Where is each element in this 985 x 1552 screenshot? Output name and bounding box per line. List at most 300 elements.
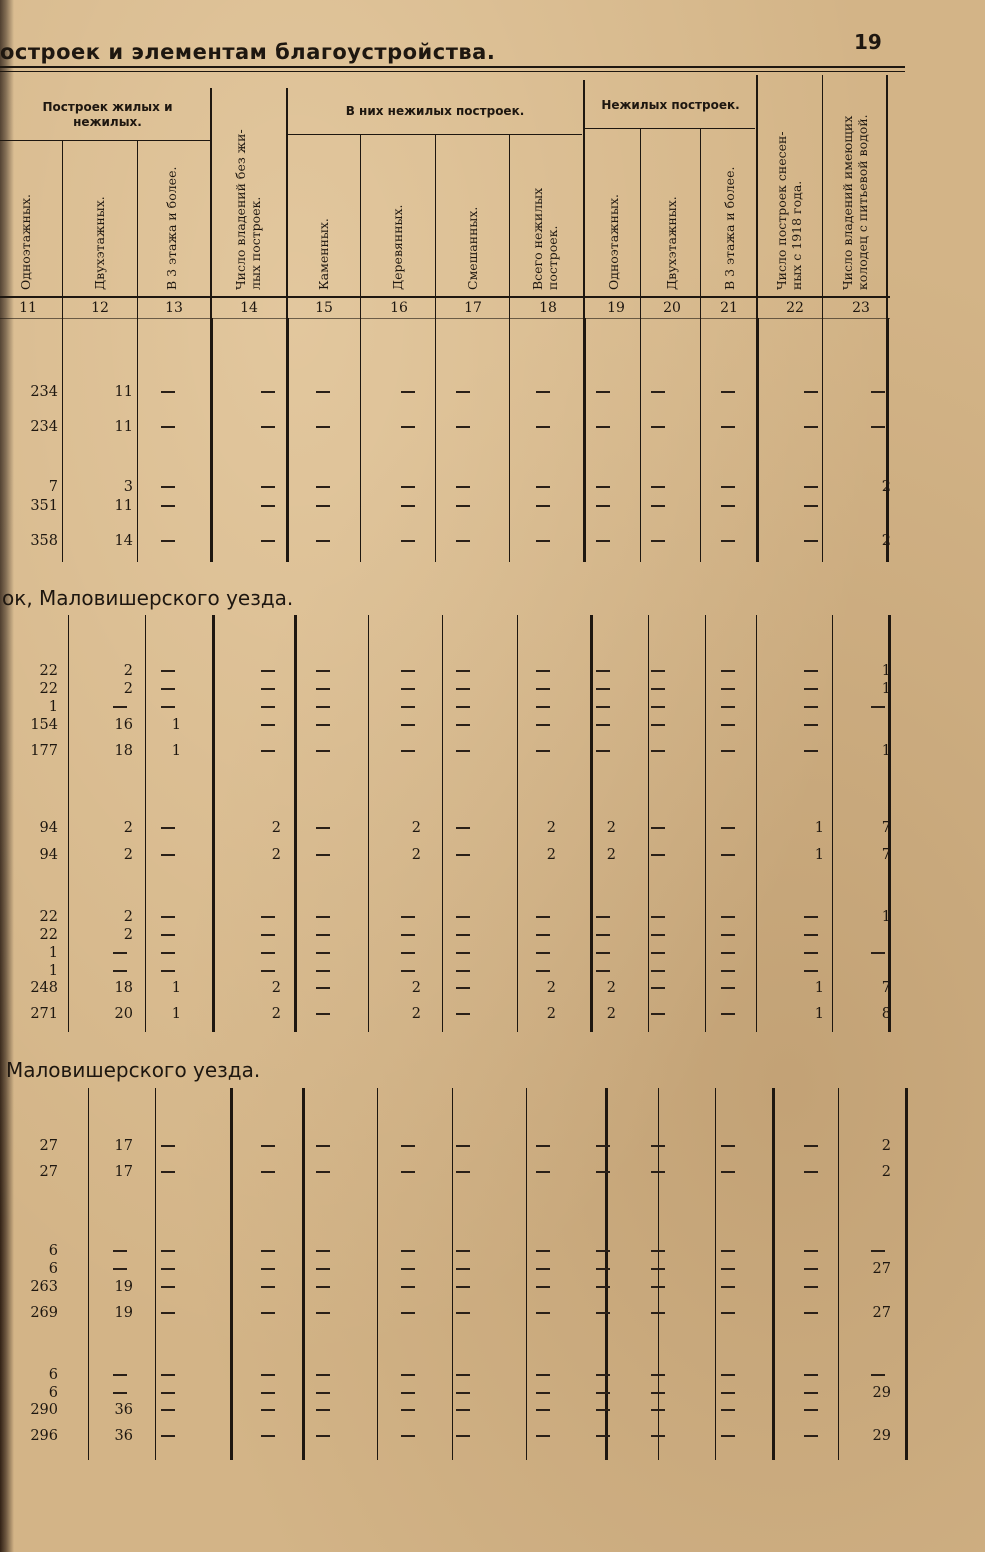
table-cell [450, 681, 476, 697]
table-cell [530, 963, 556, 979]
table-vrule [230, 1088, 233, 1460]
dash-mark [536, 688, 550, 690]
table-cell: 7 [881, 847, 891, 863]
table-cell [395, 1305, 421, 1321]
dash-mark [316, 934, 330, 936]
dash-mark [316, 426, 330, 428]
header-vrule [286, 88, 288, 318]
section-title-3: Маловишерского уезда. [6, 1058, 261, 1082]
table-cell [645, 681, 671, 697]
table-cell [645, 498, 671, 514]
dash-mark [261, 970, 275, 972]
table-cell [798, 1138, 824, 1154]
table-cell [798, 681, 824, 697]
table-cell [395, 743, 421, 759]
table-cell [310, 927, 336, 943]
table-cell [715, 663, 741, 679]
table-cell [645, 384, 671, 400]
dash-mark [261, 688, 275, 690]
dash-mark [596, 1145, 610, 1147]
dash-mark [161, 1409, 175, 1411]
table-cell [450, 533, 476, 549]
table-cell [530, 699, 556, 715]
dash-mark [456, 540, 470, 542]
table-cell [715, 820, 741, 836]
table-cell [715, 847, 741, 863]
table-cell [395, 963, 421, 979]
table-cell [395, 717, 421, 733]
table-cell: 1 [171, 1006, 181, 1022]
dash-mark [261, 934, 275, 936]
table-cell [590, 1367, 616, 1383]
table-cell [645, 1428, 671, 1444]
table-cell: 22 [39, 681, 58, 697]
col-header-15: Каменных. [316, 218, 331, 290]
table-cell [645, 663, 671, 679]
table-cell [530, 1279, 556, 1295]
table-cell [450, 1243, 476, 1259]
col-header-20: Двухэтажных. [664, 196, 679, 290]
table-cell [450, 1367, 476, 1383]
header-vrule [886, 75, 888, 318]
dash-mark [161, 540, 175, 542]
top-rule [0, 66, 905, 68]
dash-mark [596, 670, 610, 672]
table-cell [255, 717, 281, 733]
table-vrule [756, 318, 759, 562]
dash-mark [721, 1374, 735, 1376]
dash-mark [596, 1250, 610, 1252]
dash-mark [261, 486, 275, 488]
table-cell [590, 699, 616, 715]
table-cell [155, 479, 181, 495]
col-number: 17 [464, 300, 482, 316]
table-cell [155, 1279, 181, 1295]
dash-mark [651, 827, 665, 829]
table-cell: 22 [39, 927, 58, 943]
table-vrule [700, 318, 701, 562]
dash-mark [456, 1374, 470, 1376]
dash-mark [536, 1312, 550, 1314]
dash-mark [596, 486, 610, 488]
dash-mark [456, 970, 470, 972]
dash-mark [316, 706, 330, 708]
table-cell [715, 479, 741, 495]
col-header-13: В 3 этажа и более. [164, 166, 179, 290]
table-cell [450, 847, 476, 863]
dash-mark [401, 916, 415, 918]
table-cell [255, 663, 281, 679]
dash-mark [456, 391, 470, 393]
table-cell: 234 [30, 419, 58, 435]
table-cell [310, 743, 336, 759]
dash-mark [651, 426, 665, 428]
table-cell [865, 699, 891, 715]
table-vrule [137, 318, 138, 562]
table-cell [715, 963, 741, 979]
dash-mark [161, 1145, 175, 1147]
table-cell [590, 1261, 616, 1277]
dash-mark [804, 970, 818, 972]
table-cell [395, 1261, 421, 1277]
table-cell [310, 1279, 336, 1295]
table-cell: 1 [814, 847, 824, 863]
dash-mark [401, 688, 415, 690]
col-header-17: Смешанных. [465, 206, 480, 290]
col-header-14: Число владений без жи- лых построек. [233, 129, 263, 290]
dash-mark [401, 1286, 415, 1288]
table-cell [395, 1402, 421, 1418]
table-cell [395, 909, 421, 925]
table-cell: 16 [114, 717, 133, 733]
table-vrule [286, 318, 289, 562]
dash-mark [316, 916, 330, 918]
table-cell [645, 419, 671, 435]
table-cell [715, 717, 741, 733]
dash-mark [401, 505, 415, 507]
table-cell [450, 963, 476, 979]
table-cell [310, 945, 336, 961]
table-cell [590, 663, 616, 679]
table-cell [107, 945, 133, 961]
table-cell [645, 1305, 671, 1321]
col-number: 18 [539, 300, 557, 316]
table-cell [645, 717, 671, 733]
table-cell [255, 1243, 281, 1259]
dash-mark [596, 1312, 610, 1314]
dash-mark [721, 486, 735, 488]
table-cell: 7 [881, 980, 891, 996]
dash-mark [651, 1435, 665, 1437]
table-cell [530, 384, 556, 400]
table-cell: 18 [114, 980, 133, 996]
group-header-non-residential-in-them: В них нежилых построек. [345, 104, 525, 118]
table-cell: 1 [881, 909, 891, 925]
dash-mark [804, 486, 818, 488]
dash-mark [721, 916, 735, 918]
table-cell [107, 1385, 133, 1401]
table-cell [395, 1164, 421, 1180]
table-cell [155, 498, 181, 514]
table-vrule [145, 615, 146, 1032]
dash-mark [261, 1145, 275, 1147]
table-cell [450, 699, 476, 715]
table-cell [865, 419, 891, 435]
dash-mark [721, 987, 735, 989]
table-cell [645, 927, 671, 943]
table-cell: 36 [114, 1428, 133, 1444]
dash-mark [316, 1013, 330, 1015]
table-cell [715, 1243, 741, 1259]
dash-mark [651, 934, 665, 936]
table-cell: 2 [606, 1006, 616, 1022]
dash-mark [804, 426, 818, 428]
table-vrule [62, 318, 63, 562]
dash-mark [401, 1435, 415, 1437]
dash-mark [721, 970, 735, 972]
table-cell [155, 663, 181, 679]
col-header-23: Число владений имеющих колодец с питьевой водой. [840, 114, 870, 290]
col-number: 12 [91, 300, 109, 316]
table-cell [715, 1367, 741, 1383]
col-number: 21 [720, 300, 738, 316]
table-cell [590, 1164, 616, 1180]
col-number: 23 [852, 300, 870, 316]
dash-mark [316, 1268, 330, 1270]
table-cell [798, 384, 824, 400]
table-cell: 11 [114, 384, 133, 400]
table-cell: 2 [881, 533, 891, 549]
table-cell: 29 [872, 1385, 891, 1401]
table-cell [865, 384, 891, 400]
dash-mark [261, 1268, 275, 1270]
table-cell: 2 [411, 1006, 421, 1022]
table-vrule [509, 318, 510, 562]
dash-mark [401, 1392, 415, 1394]
dash-mark [721, 688, 735, 690]
col-header-12: Двухэтажных. [92, 196, 107, 290]
dash-mark [261, 505, 275, 507]
dash-mark [721, 1268, 735, 1270]
table-cell [530, 1305, 556, 1321]
dash-mark [804, 1145, 818, 1147]
table-cell [590, 963, 616, 979]
table-cell [155, 820, 181, 836]
dash-mark [316, 750, 330, 752]
table-cell [155, 1243, 181, 1259]
table-cell [450, 1279, 476, 1295]
table-cell: 27 [39, 1164, 58, 1180]
dash-mark [316, 827, 330, 829]
table-cell [155, 699, 181, 715]
dash-mark [596, 1268, 610, 1270]
dash-mark [536, 1268, 550, 1270]
table-cell [798, 743, 824, 759]
table-cell [798, 419, 824, 435]
dash-mark [456, 426, 470, 428]
table-cell [450, 927, 476, 943]
dash-mark [261, 952, 275, 954]
dash-mark [536, 391, 550, 393]
dash-mark [804, 934, 818, 936]
dash-mark [261, 706, 275, 708]
table-cell [715, 1385, 741, 1401]
table-cell [310, 1138, 336, 1154]
table-cell [310, 980, 336, 996]
table-cell: 296 [30, 1428, 58, 1444]
dash-mark [161, 1312, 175, 1314]
table-cell [255, 1305, 281, 1321]
dash-mark [456, 1250, 470, 1252]
table-cell [715, 945, 741, 961]
dash-mark [401, 1145, 415, 1147]
dash-mark [721, 426, 735, 428]
table-cell [395, 681, 421, 697]
dash-mark [804, 505, 818, 507]
table-cell [645, 820, 671, 836]
dash-mark [721, 827, 735, 829]
table-cell [310, 1402, 336, 1418]
table-cell [530, 1367, 556, 1383]
table-cell [450, 498, 476, 514]
table-cell: 154 [30, 717, 58, 733]
header-vrule [210, 88, 212, 318]
table-cell [255, 1261, 281, 1277]
table-cell [715, 1279, 741, 1295]
dash-mark [161, 1250, 175, 1252]
table-cell: 14 [114, 533, 133, 549]
dash-mark [316, 1312, 330, 1314]
table-cell: 2 [271, 820, 281, 836]
dash-mark [316, 505, 330, 507]
col-header-11: Одноэтажных. [18, 194, 33, 290]
table-cell [530, 909, 556, 925]
dash-mark [536, 1392, 550, 1394]
dash-mark [161, 706, 175, 708]
header-vrule [640, 128, 641, 318]
dash-mark [161, 670, 175, 672]
table-cell [155, 963, 181, 979]
table-cell [310, 1305, 336, 1321]
table-cell [865, 945, 891, 961]
table-cell [450, 384, 476, 400]
table-cell [395, 945, 421, 961]
dash-mark [721, 1409, 735, 1411]
dash-mark [721, 540, 735, 542]
dash-mark [536, 916, 550, 918]
dash-mark [536, 934, 550, 936]
dash-mark [651, 1392, 665, 1394]
table-cell [715, 1006, 741, 1022]
table-cell [798, 1385, 824, 1401]
dash-mark [261, 916, 275, 918]
table-cell [255, 1385, 281, 1401]
table-cell [798, 909, 824, 925]
dash-mark [456, 1171, 470, 1173]
dash-mark [456, 1268, 470, 1270]
dash-mark [161, 1392, 175, 1394]
table-cell [107, 1243, 133, 1259]
table-cell [255, 945, 281, 961]
table-cell [450, 1305, 476, 1321]
group-underline [585, 128, 755, 129]
table-cell [715, 743, 741, 759]
table-cell [798, 699, 824, 715]
table-cell [450, 909, 476, 925]
dash-mark [804, 1312, 818, 1314]
table-cell [255, 909, 281, 925]
dash-mark [651, 1268, 665, 1270]
top-rule-2 [0, 71, 905, 72]
dash-mark [113, 1250, 127, 1252]
dash-mark [804, 916, 818, 918]
table-cell [530, 927, 556, 943]
dash-mark [651, 987, 665, 989]
table-vrule [583, 318, 586, 562]
dash-mark [804, 724, 818, 726]
dash-mark [456, 916, 470, 918]
table-vrule [838, 1088, 839, 1460]
dash-mark [316, 854, 330, 856]
table-vrule [68, 615, 69, 1032]
dash-mark [804, 952, 818, 954]
table-cell [155, 1385, 181, 1401]
table-cell [155, 1367, 181, 1383]
header-vrule [509, 134, 510, 318]
table-cell [715, 1261, 741, 1277]
dash-mark [161, 391, 175, 393]
dash-mark [456, 1435, 470, 1437]
dash-mark [456, 486, 470, 488]
dash-mark [456, 505, 470, 507]
dash-mark [596, 1286, 610, 1288]
table-cell [645, 847, 671, 863]
table-cell: 290 [30, 1402, 58, 1418]
dash-mark [161, 952, 175, 954]
table-cell [310, 847, 336, 863]
table-cell: 94 [39, 820, 58, 836]
dash-mark [596, 952, 610, 954]
table-cell [715, 1402, 741, 1418]
table-cell [395, 1138, 421, 1154]
table-cell: 2 [881, 1138, 891, 1154]
table-cell [107, 1367, 133, 1383]
table-cell [530, 945, 556, 961]
dash-mark [651, 1171, 665, 1173]
table-cell [798, 1428, 824, 1444]
dash-mark [113, 970, 127, 972]
table-cell: 271 [30, 1006, 58, 1022]
dash-mark [401, 426, 415, 428]
table-cell: 1 [881, 743, 891, 759]
col-header-21: В 3 этажа и более. [722, 166, 737, 290]
dash-mark [401, 1409, 415, 1411]
section-title-2: ок, Маловишерского уезда. [2, 586, 294, 610]
table-cell [450, 743, 476, 759]
table-cell [530, 1428, 556, 1444]
dash-mark [316, 1409, 330, 1411]
dash-mark [401, 952, 415, 954]
table-cell: 3 [123, 479, 133, 495]
dash-mark [596, 724, 610, 726]
dash-mark [401, 391, 415, 393]
table-vrule [886, 318, 889, 562]
table-cell [255, 533, 281, 549]
table-cell [310, 963, 336, 979]
dash-mark [261, 1250, 275, 1252]
table-cell: 1 [171, 980, 181, 996]
table-cell [590, 1385, 616, 1401]
dash-mark [401, 1250, 415, 1252]
dash-mark [871, 706, 885, 708]
table-cell: 7 [881, 820, 891, 836]
dash-mark [401, 724, 415, 726]
dash-mark [651, 1374, 665, 1376]
table-cell [310, 533, 336, 549]
table-cell [310, 479, 336, 495]
table-cell [450, 479, 476, 495]
header-vrule [756, 75, 758, 318]
table-cell [155, 909, 181, 925]
dash-mark [871, 391, 885, 393]
table-cell [255, 1367, 281, 1383]
table-cell: 2 [881, 1164, 891, 1180]
dash-mark [804, 1409, 818, 1411]
table-cell: 17 [114, 1164, 133, 1180]
group-header-non-residential: Нежилых построек. [601, 98, 740, 112]
table-cell [255, 1402, 281, 1418]
col-number: 15 [315, 300, 333, 316]
